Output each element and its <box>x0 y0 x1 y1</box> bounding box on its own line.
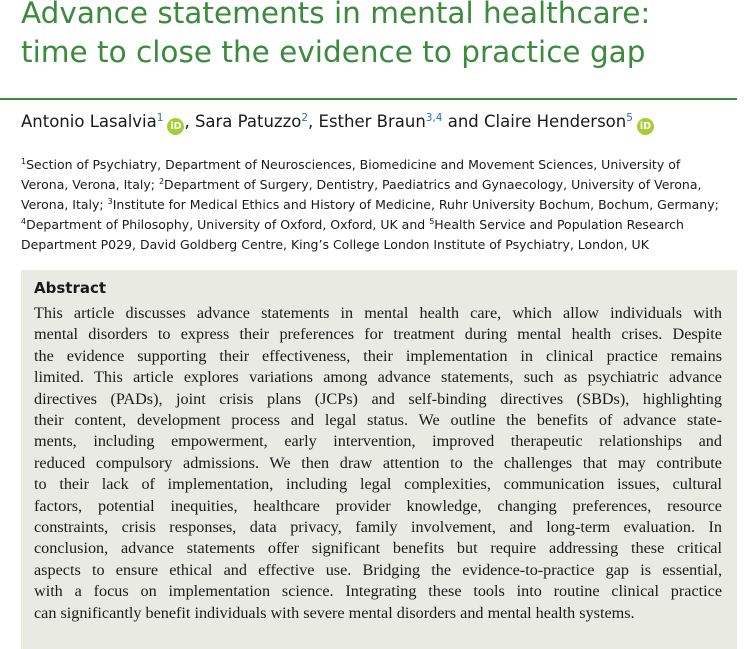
affiliation-line: Verona, Italy; $^3$Institute for Medical Ethics and History of Medicine, Ruhr University Bochum, Bochum, Germany; <box>21 197 719 212</box>
affiliation-line: $^1$Section of Psychiatry, Department of Neurosciences, Biomedicine and Movement Sciences, University of <box>21 157 681 172</box>
affiliation-marker[interactable]: 2 <box>301 112 309 124</box>
affiliation-line: $^4$Department of Philosophy, University of Oxford, Oxford, UK and $^5$Health Service and Population Research <box>21 217 684 232</box>
author[interactable]: Sara Patuzzo$^2$ <box>194 112 309 131</box>
abstract-text <box>34 303 722 624</box>
abstract-line: constraints, crisis responses, data privacy, family involvement, and long-term evaluation. In <box>34 518 722 537</box>
abstract-heading: Abstract <box>34 279 107 297</box>
abstract-line: to their lack of implementation, including legal complexities, communication issues, cultural <box>34 475 722 494</box>
affiliation-line: Verona, Verona, Italy; $^2$Department of Surgery, Dentistry, Paediatrics and Gynaecology, University of Verona, <box>21 177 702 192</box>
abstract-line: aspects to ensure ethical and effective use. Bridging the evidence-to-practice gap is essential, <box>34 560 722 579</box>
title-line-1: Advance statements in mental healthcare: <box>21 0 651 30</box>
abstract-line: limited. This article explores variations among advance statements, such as psychiatric advance <box>34 368 722 387</box>
abstract-line: factors, potential inequities, healthcare provider knowledge, changing preferences, resource <box>34 496 722 515</box>
abstract-line: directives (PADs), joint crisis plans (JCPs) and self-binding directives (SBDs), highlighting <box>34 389 722 408</box>
abstract-box <box>21 270 737 649</box>
abstract-line: with a focus on implementation science. Integrating these tools into routine clinical practice <box>34 582 722 601</box>
affiliation-line: Department P029, David Goldberg Centre, King’s College London Institute of Psychiatry, London, UK <box>21 237 649 252</box>
orcid-icon[interactable]: iD <box>637 118 654 135</box>
author[interactable]: Esther Braun$^{3,4}$ <box>318 112 443 131</box>
title-line-2: time to close the evidence to practice gap <box>21 35 646 69</box>
abstract-line: ments, including empowerment, early intervention, improved therapeutic relationships and <box>34 432 722 451</box>
abstract-line: reduced compulsory admissions. We then draw attention to the challenges that may contribute <box>34 453 722 472</box>
affiliation-marker[interactable]: 1 <box>156 112 164 124</box>
abstract-line: conclusion, advance statements offer significant benefits but require addressing these critical <box>34 539 722 558</box>
author[interactable]: Claire Henderson$^5$ <box>484 112 633 131</box>
abstract-line: their content, development process and legal status. We outline the benefits of advance state- <box>34 411 722 430</box>
author-list: Antonio Lasalvia$^1$iD , Sara Patuzzo$^2$, Esther Braun$^{3,4}$ and Claire Henderson$^5$iD <box>21 109 741 135</box>
abstract-line: the evidence supporting their effectiveness, their implementation in clinical practice remains <box>34 346 722 365</box>
abstract-line: can significantly benefit individuals with severe mental disorders and mental health systems. <box>34 603 635 622</box>
affiliations <box>21 155 741 255</box>
affiliation-marker[interactable]: 3,4 <box>425 112 443 124</box>
article-title <box>21 0 741 72</box>
affiliation-marker[interactable]: 5 <box>626 112 633 124</box>
author[interactable]: Antonio Lasalvia$^1$ <box>21 112 164 131</box>
abstract-line: mental disorders to express their preferences for treatment during mental health crises. Despite <box>34 325 722 344</box>
orcid-icon[interactable]: iD <box>167 118 184 135</box>
abstract-line: This article discusses advance statements in mental health care, which allow individuals with <box>34 304 722 322</box>
title-divider <box>0 98 737 100</box>
